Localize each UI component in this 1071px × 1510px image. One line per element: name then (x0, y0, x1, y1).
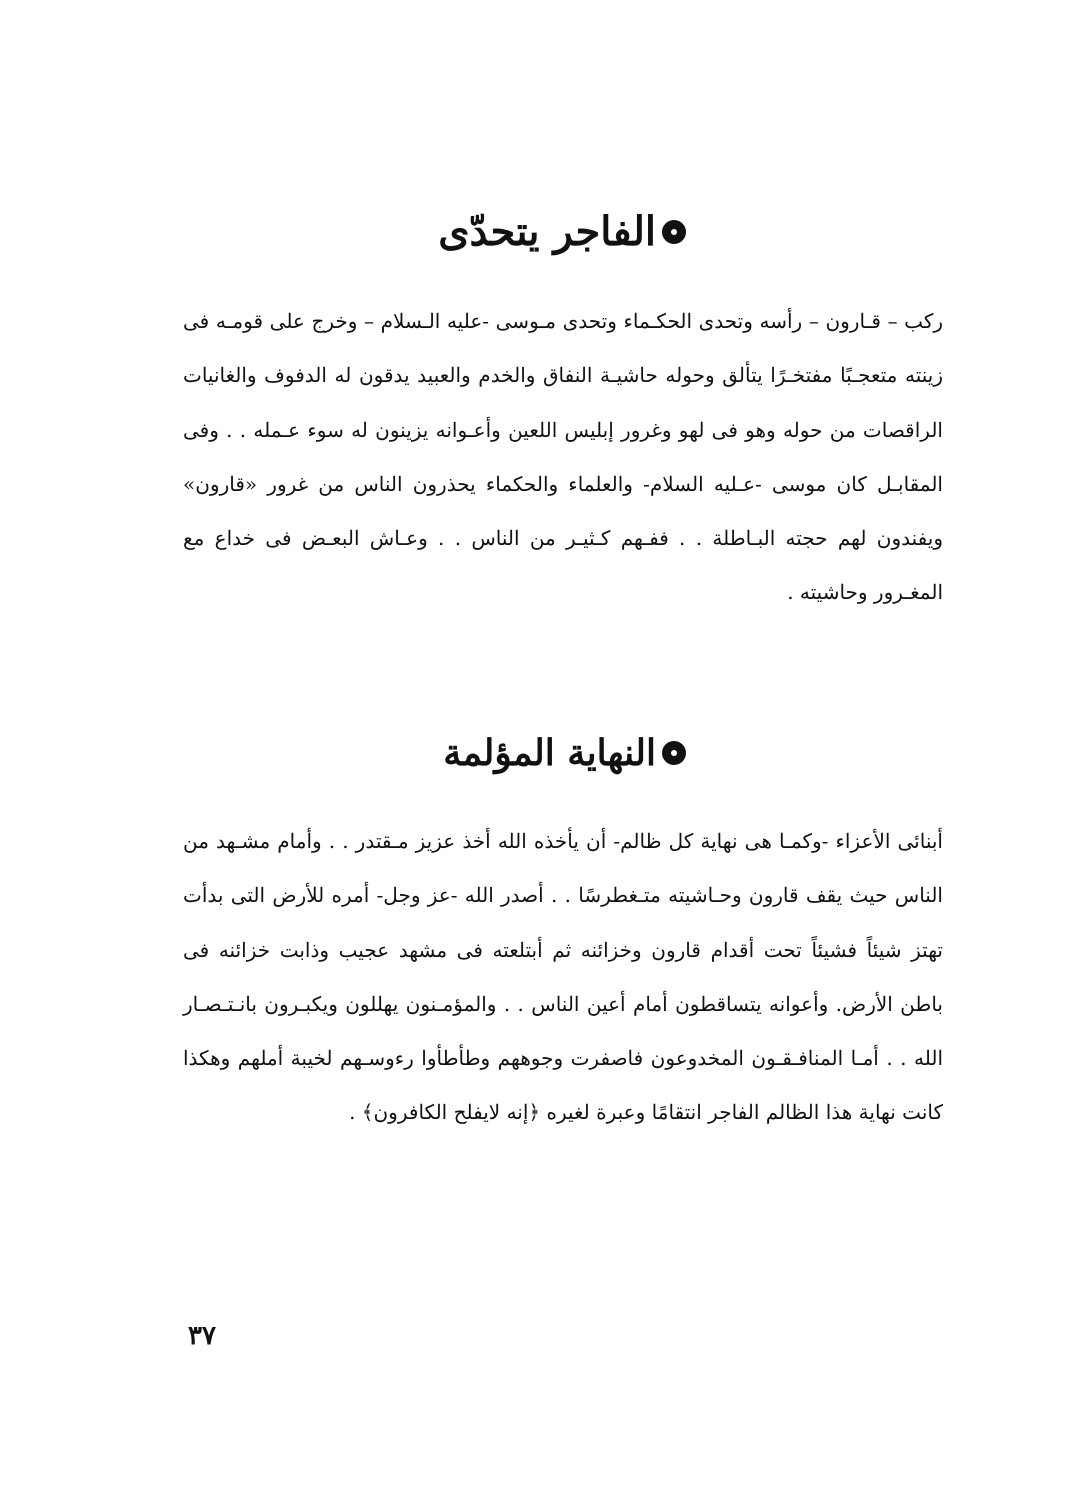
bullet-icon (662, 741, 686, 765)
page-number: ٣٧ (188, 1321, 216, 1351)
section-paragraph-2: أبنائى الأعزاء -وكمـا هى نهاية كل ظالم- أن يأخذه الله أخذ عزيز مـقتدر . . وأمام مشـهد من الناس حيث يقف قارون وحـاشيته متـغطرسًا . . أصدر الله -عز وجل- أمره للأرض التى بدأت تهتز شيئاً فشيئاً تحت أقدام قارون وخزائنه ثم أبتلعته فى مشهد عجيب وذابت خزائنه فى باطن الأرض. وأعوانه يتساقطون أمام أعين الناس . . والمؤمـنون يهللون ويكبـرون بانـتـصـار الله . . أمـا المنافـقـون المخدوعون فاصفرت وجوههم وطأطأوا رءوسـهم لخيبة أملهم وهكذا كانت نهاية هذا الظالم الفاجر انتقامًا وعبرة لغيره ﴿إنه لايفلح الكافرون﴾ . (183, 829, 943, 1125)
bullet-icon (662, 220, 686, 244)
section-heading-1 (438, 208, 686, 255)
section-heading-2 (443, 732, 686, 774)
section-heading-2-text: النهاية المؤلمة (443, 732, 656, 774)
section-heading-1-text: الفاجر يتحدّى (438, 208, 656, 255)
section-paragraph-1: ركب – قـارون – رأسه وتحدى الحكـماء وتحدى مـوسى -عليه الـسلام – وخرج على قومـه فى زينته متعجـبًا مفتخـرًا يتألق وحوله حاشيـة النفاق والخدم والعبيد يدقون له الدفوف والغانيات الراقصات من حوله وهو فى لهو وغرور إبليس اللعين وأعـوانه يزينون له سوء عـمله . . وفى المقابـل كان موسى -عـليه السلام- والعلماء والحكماء يحذرون الناس من غرور «قارون» ويفندون لهم حجته البـاطلة . . ففـهم كـثيـر من الناس . . وعـاش البعـض فى خداع مع المغـرور وحاشيته . (183, 309, 943, 605)
